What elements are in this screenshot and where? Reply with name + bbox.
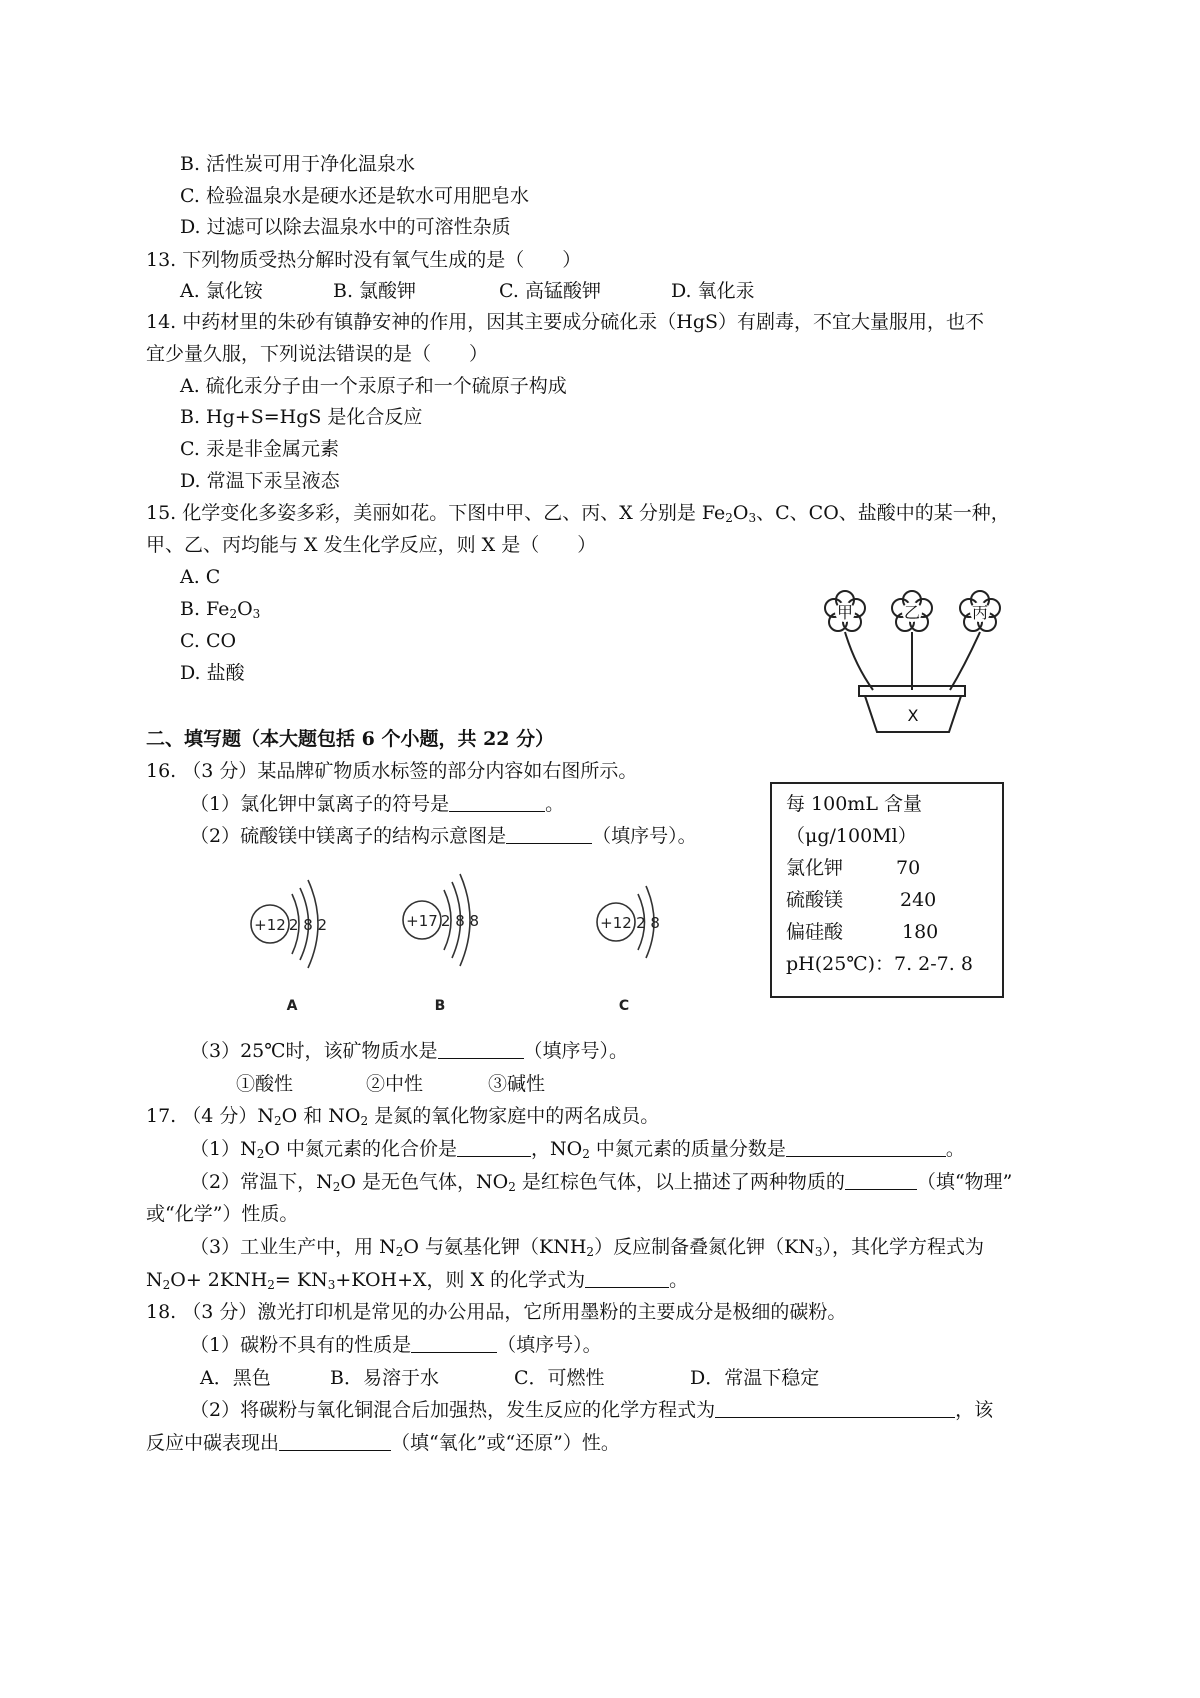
- q16-part3: （3）25℃时，该矿物质水是 （填序号）。: [190, 1040, 629, 1062]
- label-item-name: 偏硅酸: [786, 921, 844, 943]
- q16-blank-2[interactable]: [506, 827, 592, 844]
- q17-part2: （2）常温下，$N_2O$ 是无色气体，$NO_2$ 是红棕色气体，以上描述了两种物质的 （填“物理”: [190, 1171, 1013, 1194]
- q16-option-1: ①酸性: [236, 1073, 294, 1095]
- q18-blank-1[interactable]: [411, 1336, 497, 1353]
- q16-option-3: ③碱性: [488, 1073, 546, 1095]
- q15-option-a: A. C: [180, 566, 221, 588]
- q17-part2-line2: 或“化学”）性质。: [146, 1203, 299, 1225]
- q18-blank-3[interactable]: [279, 1434, 391, 1451]
- diagram-b-label: B: [434, 998, 446, 1014]
- diagram-a-nucleus: +12: [254, 916, 286, 934]
- diagram-a-label: A: [286, 998, 298, 1014]
- q16-blank-1[interactable]: [449, 795, 545, 812]
- q13-stem: 13. 下列物质受热分解时没有氧气生成的是（ ）: [146, 249, 582, 271]
- label-ph: pH(25℃)：7. 2-7. 8: [786, 953, 973, 975]
- q16-part1: （1）氯化钾中氯离子的符号是 。: [190, 793, 565, 815]
- q16-option-2: ②中性: [366, 1073, 424, 1095]
- q18-stem: 18. （3 分）激光打印机是常见的办公用品，它所用墨粉的主要成分是极细的碳粉。: [146, 1301, 847, 1323]
- q16-blank-3[interactable]: [438, 1042, 524, 1059]
- q18-option-a: A．黑色: [200, 1367, 271, 1389]
- q17-part3-line2: $N_2O+ 2KNH_2= KN_3+KOH+X$，则 X 的化学式为 。: [146, 1269, 689, 1292]
- flower-pot-figure: [815, 590, 1015, 740]
- q18-part2-line2: 反应中碳表现出 （填“氧化”或“还原”）性。: [146, 1432, 620, 1454]
- label-item-name: 氯化钾: [786, 857, 844, 879]
- q17-blank-3[interactable]: [845, 1173, 917, 1190]
- diagram-c-label: C: [618, 998, 630, 1014]
- flower-label-jia: 甲: [836, 603, 854, 622]
- q13-option-c: C. 高锰酸钾: [499, 280, 601, 302]
- flower-label-bing: 丙: [971, 603, 989, 622]
- q14-option-b: B. Hg+S=HgS 是化合反应: [180, 406, 423, 428]
- q14-stem-line1: 14. 中药材里的朱砂有镇静安神的作用，因其主要成分硫化汞（HgS）有剧毒，不宜大量服用，也不: [146, 311, 985, 333]
- q16-stem: 16. （3 分）某品牌矿物质水标签的部分内容如右图所示。: [146, 760, 638, 782]
- pot-label-x: X: [907, 706, 919, 725]
- label-line-1: 每 100mL 含量: [786, 793, 922, 815]
- q18-part1: （1）碳粉不具有的性质是 （填序号）。: [190, 1334, 602, 1356]
- diagram-b-nucleus: +17: [406, 912, 438, 930]
- diagram-c-nucleus: +12: [600, 914, 632, 932]
- q14-option-c: C. 汞是非金属元素: [180, 438, 339, 460]
- label-item-name: 硫酸镁: [786, 889, 844, 911]
- label-item-value: 70: [896, 857, 921, 879]
- q17-blank-2[interactable]: [786, 1140, 946, 1157]
- q18-option-c: C．可燃性: [514, 1367, 605, 1389]
- q12-option-d: D. 过滤可以除去温泉水中的可溶性杂质: [180, 216, 511, 238]
- flower-label-yi: 乙: [903, 603, 921, 622]
- q15-option-b: B. $Fe_2O_3$: [180, 598, 261, 621]
- q18-option-d: D．常温下稳定: [690, 1367, 820, 1389]
- q13-option-a: A. 氯化铵: [180, 280, 263, 302]
- q14-option-a: A. 硫化汞分子由一个汞原子和一个硫原子构成: [180, 375, 567, 397]
- ion-structure-diagrams: [240, 860, 690, 1020]
- label-line-2: （μg/100Ml）: [786, 825, 917, 847]
- q13-option-b: B. 氯酸钾: [333, 280, 417, 302]
- q17-stem: 17. （4 分）$N_2O$ 和 $NO_2$ 是氮的氧化物家庭中的两名成员。: [146, 1105, 660, 1128]
- q15-stem-line2: 甲、乙、丙均能与 X 发生化学反应，则 X 是（ ）: [146, 534, 597, 556]
- q18-option-b: B．易溶于水: [330, 1367, 439, 1389]
- q18-blank-2[interactable]: [715, 1401, 955, 1418]
- q12-option-c: C. 检验温泉水是硬水还是软水可用肥皂水: [180, 185, 529, 207]
- q17-blank-1[interactable]: [457, 1140, 531, 1157]
- q15-stem-line1: 15. 化学变化多姿多彩，美丽如花。下图中甲、乙、丙、X 分别是 $Fe_2O_3$、C、CO、盐酸中的某一种，: [146, 502, 1010, 525]
- q16-part2: （2）硫酸镁中镁离子的结构示意图是 （填序号）。: [190, 825, 697, 847]
- diagram-b-shells: 2 8 8: [440, 912, 480, 930]
- label-item-value: 180: [902, 921, 939, 943]
- q14-option-d: D. 常温下汞呈液态: [180, 470, 340, 492]
- label-item-value: 240: [900, 889, 937, 911]
- diagram-c-shells: 2 8: [636, 914, 660, 932]
- q15-option-d: D. 盐酸: [180, 662, 245, 684]
- q18-part2: （2）将碳粉与氧化铜混合后加强热，发生反应的化学方程式为 ，该: [190, 1399, 994, 1421]
- section-2-title: 二、填写题（本大题包括 6 个小题，共 22 分）: [146, 728, 555, 750]
- q17-part3: （3）工业生产中，用 $N_2O$ 与氨基化钾$(KNH_2)$反应制备叠氮化钾$(KN_3)$，其化学方程式为: [190, 1236, 985, 1259]
- q14-stem-line2: 宜少量久服，下列说法错误的是（ ）: [146, 343, 489, 365]
- mineral-water-label: [770, 782, 1004, 998]
- diagram-a-shells: 2 8 2: [288, 916, 328, 934]
- q12-option-b: B. 活性炭可用于净化温泉水: [180, 153, 416, 175]
- q15-option-c: C. CO: [180, 630, 237, 652]
- q17-part1: $(1)N_2O$ 中氮元素的化合价是 ，$NO_2$ 中氮元素的质量分数是 。: [190, 1138, 965, 1161]
- q17-blank-4[interactable]: [585, 1271, 669, 1288]
- q13-option-d: D. 氧化汞: [671, 280, 755, 302]
